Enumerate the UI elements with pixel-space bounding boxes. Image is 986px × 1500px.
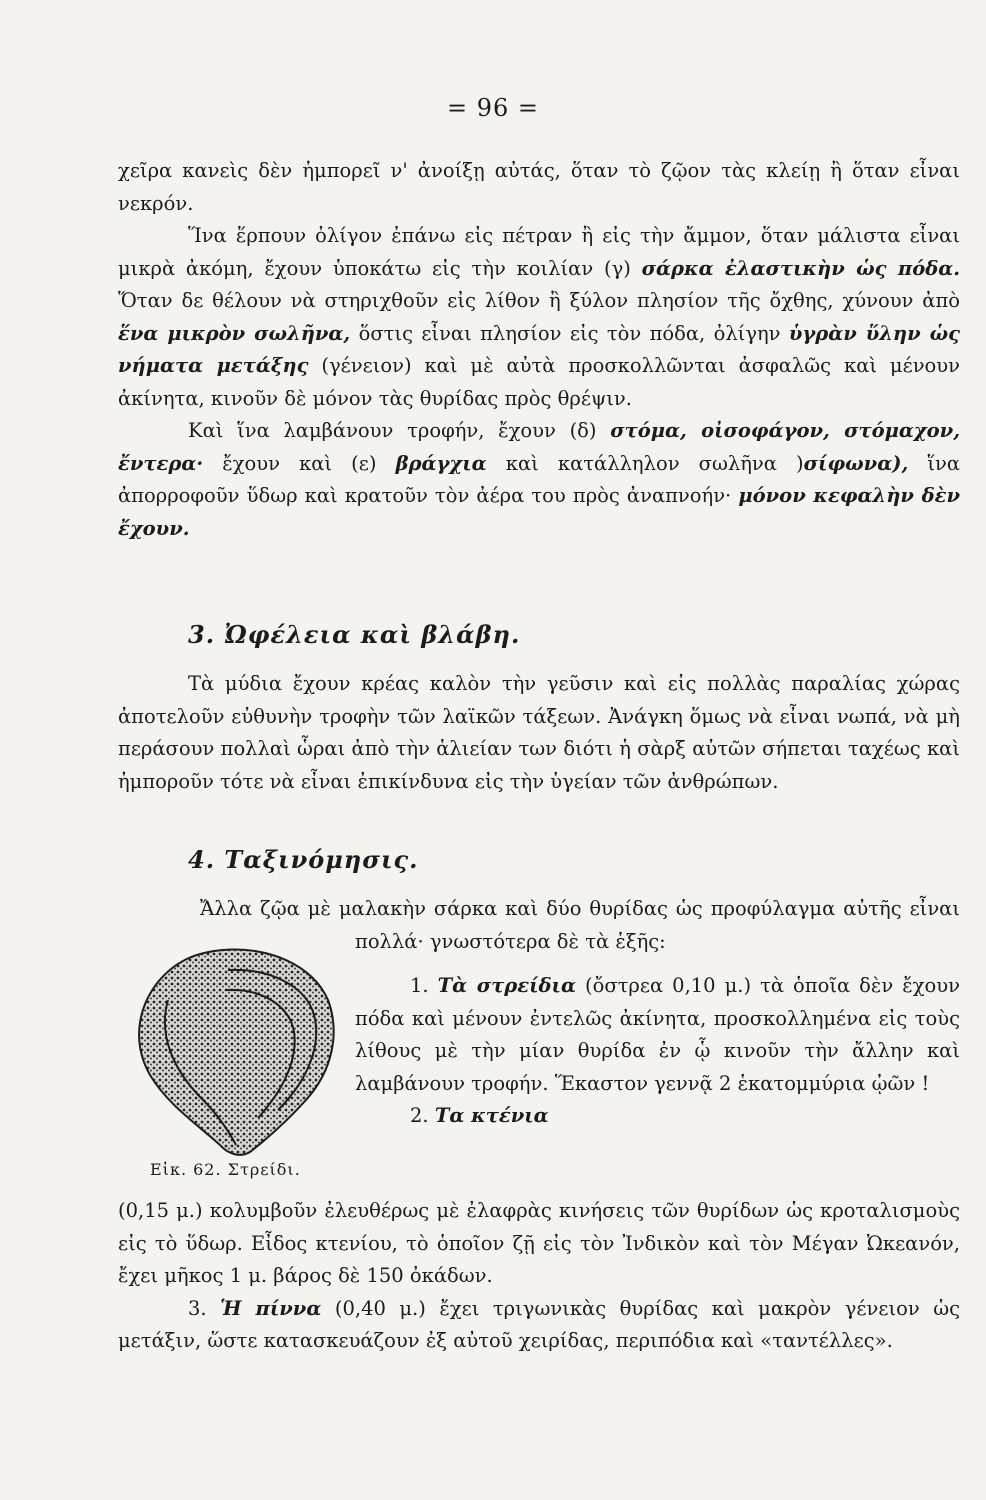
list-column [355, 970, 960, 1133]
text-block-benefit [118, 668, 960, 798]
page-number: = 96 = [446, 94, 539, 122]
list-item-pinna: 3. Ἡ πίννα (0,40 μ.) ἔχει τριγωνικὰς θυρίδας καὶ μακρὸν γένειον ὡς μετάξιν, ὥστε κατασκευάζουν ἐξ αὐτοῦ χειρίδας, περιπόδια καὶ «ταντέλλες». [118, 1296, 961, 1352]
section-heading-benefit: 3. Ὠφέλεια καὶ βλάβη. [188, 620, 521, 649]
paragraph-feeding: Καὶ ἵνα λαμβάνουν τροφήν, ἔχουν (δ) στόμα, οἰσοφάγον, στόμαχον, ἔντερα· ἔχουν καὶ (ε) βράγχια καὶ κατάλληλον σωλῆνα )σίφωνα), ἵνα ἀπορροφοῦν ὕδωρ καὶ κρατοῦν τὸν ἀέρα του πρὸς ἀναπνοήν· μόνον κεφαλὴν δὲν ἔχουν. [118, 419, 961, 540]
section-heading-classification: 4. Ταξινόμησις. [188, 845, 419, 874]
paragraph-benefit: Τὰ μύδια ἔχουν κρέας καλὸν τὴν γεῦσιν καὶ εἰς πολλὰς παραλίας χώρας ἀποτελοῦν εὐθυνὴν τροφὴν τῶν λαϊκῶν τάξεων. Ἀνάγκη ὅμως νὰ εἶναι νωπά, νὰ μὴ περάσουν πολλαὶ ὧραι ἀπὸ τὴν ἁλιείαν των διότι ἡ σὰρξ αὐτῶν σήπεται ταχέως καὶ ἠμποροῦν τότε νὰ εἶναι ἐπικίνδυνα εἰς τὴν ὑγείαν τῶν ἀνθρώπων. [118, 672, 960, 793]
paragraph-closing: χεῖρα κανεὶς δὲν ἠμπορεῖ ν' ἀνοίξῃ αὐτάς, ὅταν τὸ ζῷον τὰς κλείῃ ἢ ὅταν εἶναι νεκρόν. [118, 159, 960, 215]
paragraph-foot: Ἵνα ἕρπουν ὀλίγον ἐπάνω εἰς πέτραν ἢ εἰς τὴν ἄμμον, ὅταν μάλιστα εἶναι μικρὰ ἀκόμη, ἔχουν ὑποκάτω εἰς τὴν κοιλίαν (γ) σάρκα ἐλαστικὴν ὡς πόδα. Ὅταν δε θέλουν νὰ στηριχθοῦν εἰς λίθον ἢ ξύλον πλησίον τῆς ὄχθης, χύνουν ἀπὸ ἕνα μικρὸν σωλῆνα, ὅστις εἶναι πλησίον εἰς τὸν πόδα, ὀλίγην ὑγρὰν ὕλην ὡς νήματα μετάξης (γένειον) καὶ μὲ αὐτὰ προσκολλῶνται ἀσφαλῶς καὶ μένουν ἀκίνητα, κινοῦν δὲ μόνον τὰς θυρίδας πρὸς θρέψιν. [118, 224, 961, 410]
list-item-scallops-start: 2. Τα κτένια [410, 1104, 549, 1127]
figure-caption: Εἰκ. 62. Στρείδι. [150, 1160, 301, 1179]
text-block-anatomy [118, 155, 960, 545]
list-item-oysters: 1. Τὰ στρείδια (ὄστρεα 0,10 μ.) τὰ ὁποῖα δὲν ἔχουν πόδα καὶ μένουν ἐντελῶς ἀκίνητα, προσκολλημένα εἰς τοὺς λίθους μὲ τὴν μίαν θυρίδα ἐν ᾧ κινοῦν τὴν ἄλλην καὶ λαμβάνουν τροφήν. Ἕκαστον γεννᾷ 2 ἑκατομμύρια ᾠῶν ! [355, 974, 960, 1095]
text-block-list-rest [118, 1195, 960, 1358]
oyster-shell [139, 949, 334, 1154]
oyster-figure [128, 940, 343, 1160]
paragraph-intro: Ἄλλα ζῷα μὲ μαλακὴν σάρκα καὶ δύο θυρίδας ὡς προφύλαγμα αὐτῆς εἶναι πολλά· γνωστότερα δὲ τὰ ἑξῆς: [200, 897, 960, 953]
list-item-scallops-text: (0,15 μ.) κολυμβοῦν ἐλευθέρως μὲ ἐλαφρὰς κινήσεις τῶν θυρίδων ὡς κροταλισμοὺς εἰς τὸ ὕδωρ. Εἶδος κτενίου, τὸ ὁποῖον ζῇ εἰς τὸν Ἰνδικὸν καὶ τὸν Μέγαν Ὠκεανόν, ἔχει μῆκος 1 μ. βάρος δὲ 150 ὀκάδων. [118, 1199, 960, 1287]
